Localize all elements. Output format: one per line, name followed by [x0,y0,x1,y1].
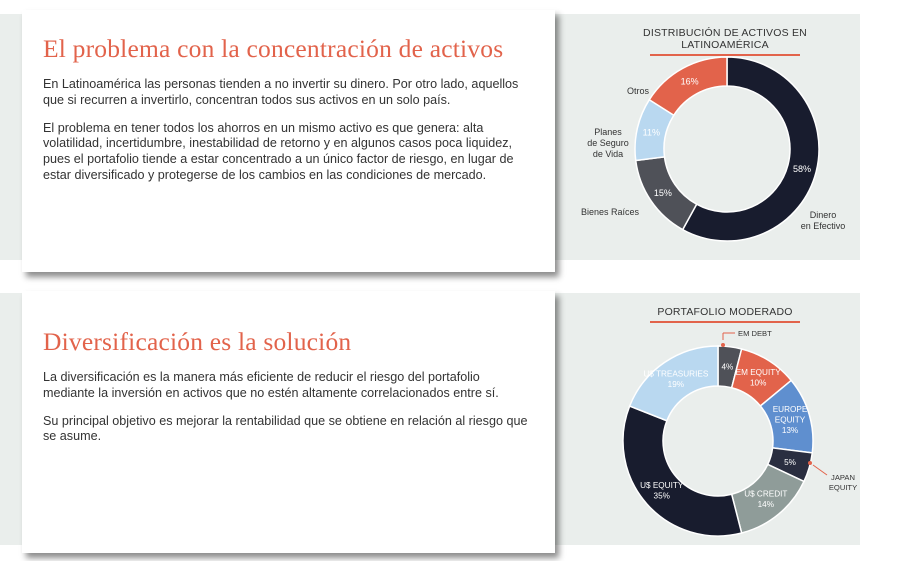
slice-label-em-debt: 4% [721,362,734,372]
concentration-title: El problema con la concentración de activos [43,34,504,63]
category-label-planes-de-seguro-de-vida: Planes de Seguro de Vida [587,127,629,159]
latam-chart-title: DISTRIBUCIÓN DE ACTIVOS EN LATINOAMÉRICA [643,27,807,51]
latam-title-underline [650,54,800,56]
slice-label-u-equity: U$ EQUITY 35% [640,481,684,501]
concentration-paragraph-2: El problema en tener todos los ahorros en un mismo activo es que genera: alta volatilidad, incertidumbre, inestabilidad de retorno y en algunos casos poca liquidez, pues el portafolio tiende a estar concentrado a un único factor de riesgo, en lugar de estar diversificado y protegerse de los cambios en las condiciones de mercado. [43,120,514,182]
category-label-dinero-en-efectivo: Dinero en Efectivo [800,210,846,231]
concentration-card [22,10,555,272]
category-label-bienes-raices: Bienes Raíces [580,207,640,217]
portfolio-chart-title: PORTAFOLIO MODERADO [657,306,793,318]
slice-label-japan-equity: 5% [784,457,796,467]
portfolio-title-underline [650,321,800,323]
category-label-otros: Otros [626,86,650,96]
value-label-dinero-en-efectivo: 58% [793,163,812,174]
slice-u-equity [623,406,742,536]
callout-em-debt [721,329,772,347]
value-label-otros: 16% [680,76,699,87]
concentration-paragraph-1: En Latinoamérica las personas tienden a no invertir su dinero. Por otro lado, aquellos que si recurren a invertirlo, concentran todos sus activos en un solo país. [43,77,519,107]
svg-text:EM DEBT: EM DEBT [738,329,772,338]
diversification-card [22,291,555,553]
callout-japan-equity [808,461,857,492]
diversification-title: Diversificación es la solución [43,327,352,356]
latam-assets-chart [577,14,860,260]
slice-label-u-treasuries: U$ TREASURIES 19% [643,369,709,389]
value-label-bienes-raices: 15% [653,188,672,199]
slice-label-em-equity: EM EQUITY 10% [735,368,781,388]
diversification-paragraph-1: La diversificación es la manera más eficiente de reducir el riesgo del portafolio mediante la inversión en activos que no estén altamente correlacionados entre sí. [43,370,499,400]
svg-text:JAPANEQUITY: JAPAN EQUITY [828,473,858,492]
portfolio-donut [577,293,860,545]
value-label-planes-de-seguro-de-vida: 11% [642,127,661,138]
diversification-paragraph-2: Su principal objetivo es mejorar la rentabilidad que se obtiene en relación al riesgo que se asume. [43,413,528,444]
moderate-portfolio-chart [577,293,860,545]
slice-label-u-credit: U$ CREDIT 14% [744,489,788,509]
slice-label-europe-equity: EUROPE EQUITY 13% [772,405,808,436]
